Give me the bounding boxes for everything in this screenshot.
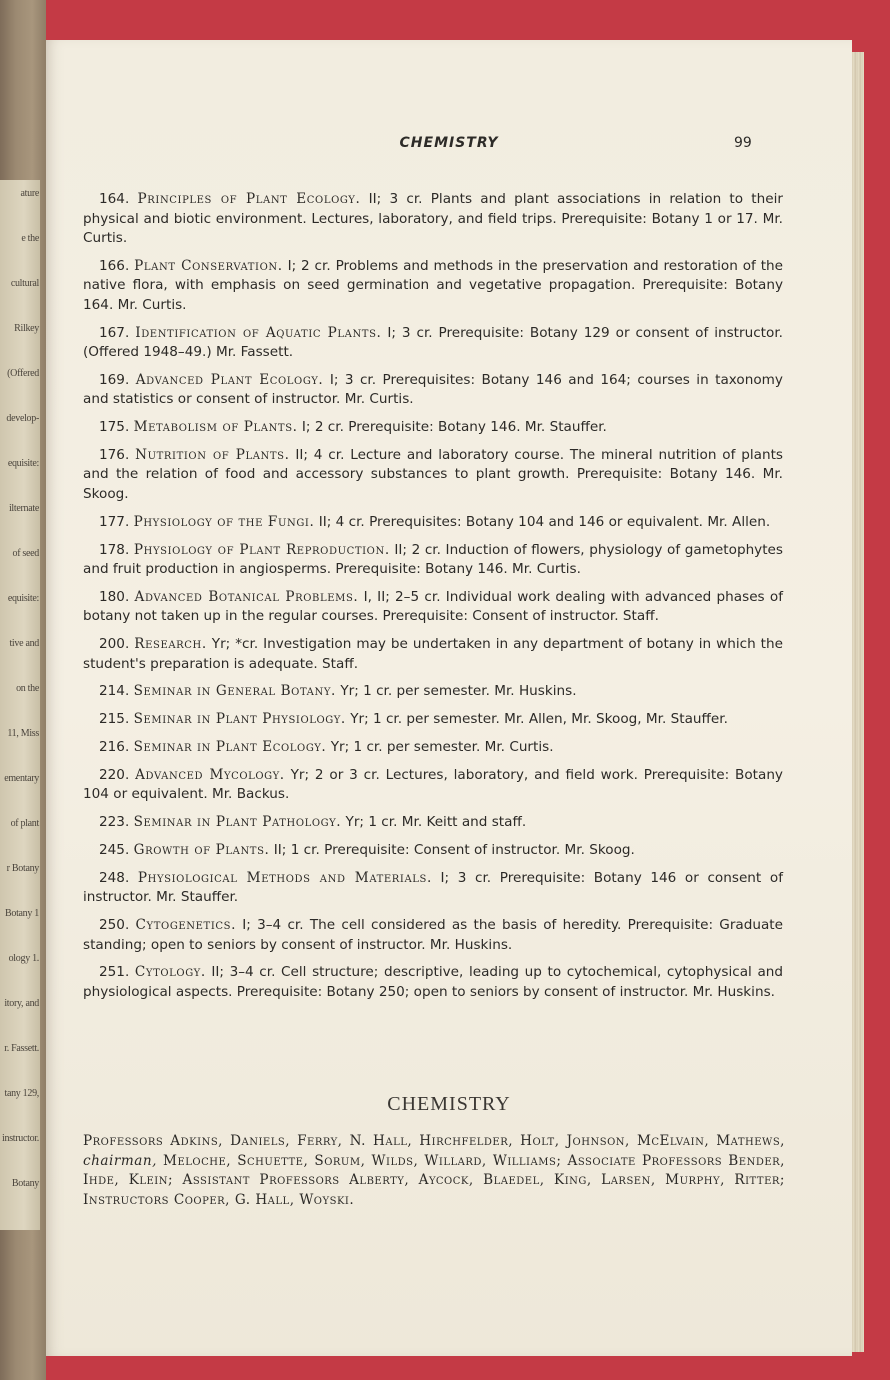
facing-page-fragment: ilternate [8, 503, 39, 514]
course-title: Cytology. [134, 964, 206, 981]
facing-page-strip [0, 180, 40, 1230]
facing-page-fragment: develop- [6, 413, 39, 424]
facing-page-fragment: e the [21, 233, 39, 244]
course-entry [83, 190, 783, 249]
course-entry [83, 446, 783, 505]
facing-page-fragment: equisite: [7, 593, 39, 604]
course-number: 216. [99, 739, 130, 756]
course-description: Yr; 2 or 3 cr. Lectures, laboratory, and field work. Prerequisite: Botany 104 or equivalent. Mr. Backus. [83, 766, 783, 803]
course-description: Yr; 1 cr. per semester. Mr. Curtis. [330, 739, 554, 756]
facing-page-fragment: itory, and [4, 998, 39, 1009]
course-title: Seminar in Plant Physiology. [133, 711, 346, 728]
course-description: Yr; 1 cr. per semester. Mr. Allen, Mr. Skoog, Mr. Stauffer. [350, 711, 728, 728]
course-entry [83, 766, 783, 805]
facing-page-fragment: on the [16, 683, 39, 694]
course-entry [83, 710, 783, 730]
course-entry [83, 371, 783, 410]
course-number: 178. [99, 541, 130, 558]
course-title: Growth of Plants. [133, 841, 270, 858]
course-description: II; 3 cr. Plants and plant associations in relation to their physical and biotic environment. Lectures, laboratory, and field trips. Prerequisite: Botany 1 or 17. Mr. Curtis. [83, 191, 783, 246]
section-heading: CHEMISTRY [387, 1093, 511, 1115]
course-description: II; 3–4 cr. Cell structure; descriptive, leading up to cytochemical, cytophysical and physiological aspects. Prerequisite: Botany 250; open to seniors by consent of instructor. Mr. Huskins. [83, 964, 784, 1000]
course-description: II; 2 cr. Induction of flowers, physiology of gametophytes and fruit production in angiosperms. Prerequisite: Botany 146. Mr. Curtis. [83, 541, 784, 578]
faculty-list-part1: Professors Adkins, Daniels, Ferry, N. Hall, Hirchfelder, Holt, Johnson, McElvain, Mathews, [83, 1133, 785, 1149]
facing-page-fragment: Rilkey [14, 323, 39, 334]
facing-page-fragment: (Offered [7, 368, 39, 379]
course-title: Physiological Methods and Materials. [137, 869, 432, 886]
course-number: 200. [99, 636, 130, 653]
course-number: 164. [99, 191, 130, 207]
course-title: Plant Conservation. [134, 257, 283, 274]
facing-page-fragment: tive and [9, 638, 39, 649]
book-page [46, 40, 852, 1356]
course-title: Advanced Plant Ecology. [135, 371, 324, 388]
course-title: Advanced Botanical Problems. [134, 588, 359, 605]
course-entries [83, 190, 783, 1011]
course-title: Cytogenetics. [135, 917, 236, 934]
course-entry [83, 541, 783, 580]
course-entry [83, 916, 783, 955]
course-entry [83, 682, 783, 702]
course-number: 175. [99, 419, 130, 436]
facing-page-fragment: Botany [11, 1178, 39, 1189]
facing-page-fragment: equisite: [7, 458, 39, 469]
course-description: II; 1 cr. Prerequisite: Consent of instructor. Mr. Skoog. [273, 841, 635, 858]
facing-page-fragment: cultural [10, 278, 39, 289]
course-title: Identification of Aquatic Plants. [135, 324, 382, 341]
course-title: Seminar in General Botany. [133, 683, 336, 700]
facing-page-fragment: of plant [10, 818, 39, 829]
facing-page-fragment: instructor. [2, 1133, 39, 1144]
course-entry [83, 257, 783, 316]
course-number: 251. [99, 964, 130, 981]
course-entry [83, 841, 783, 861]
running-title: CHEMISTRY [399, 135, 499, 151]
course-description: Yr; *cr. Investigation may be undertaken in any department of botany in which the student's preparation is adequate. Staff. [83, 636, 783, 672]
course-title: Seminar in Plant Pathology. [133, 814, 342, 831]
facing-page-fragment: of seed [12, 548, 39, 559]
course-number: 215. [99, 711, 130, 728]
course-number: 169. [99, 371, 130, 388]
course-description: II; 4 cr. Prerequisites: Botany 104 and 146 or equivalent. Mr. Allen. [318, 513, 771, 530]
course-entry [83, 418, 783, 438]
course-description: I; 3 cr. Prerequisite: Botany 129 or consent of instructor. (Offered 1948–49.) Mr. Fassett. [83, 324, 783, 361]
course-title: Metabolism of Plants. [133, 419, 298, 436]
facing-page-fragment: tany 129, [4, 1088, 39, 1099]
course-entry [83, 635, 783, 674]
course-title: Nutrition of Plants. [135, 446, 290, 463]
course-number: 214. [99, 683, 130, 700]
course-number: 177. [99, 513, 130, 530]
faculty-list [83, 1132, 785, 1210]
course-description: I, II; 2–5 cr. Individual work dealing with advanced phases of botany not taken up in the regular courses. Prerequisite: Consent of instructor. Staff. [83, 588, 783, 625]
facing-page-fragment: r. Fassett. [4, 1043, 39, 1054]
facing-page-fragment: ementary [4, 773, 39, 784]
faculty-list-part2: Meloche, Schuette, Sorum, Wilds, Willard, Williams; Associate Professors Bender, Ihde, Klein; Assistant Professors Alberty, Aycock, Blaedel, King, Larsen, Murphy, Ritter; Instructors Cooper, G. Hall, Woyski. [83, 1152, 785, 1208]
course-number: 223. [99, 814, 130, 831]
course-entry [83, 588, 783, 627]
course-description: I; 3 cr. Prerequisite: Botany 146 or consent of instructor. Mr. Stauffer. [83, 869, 783, 906]
facing-page-fragment: Botany 1 [5, 908, 39, 919]
course-entry [83, 813, 783, 833]
course-title: Seminar in Plant Ecology. [133, 739, 327, 756]
course-description: I; 2 cr. Prerequisite: Botany 146. Mr. Stauffer. [301, 419, 607, 436]
course-entry [83, 324, 783, 363]
course-number: 176. [99, 446, 130, 463]
course-description: II; 4 cr. Lecture and laboratory course. The mineral nutrition of plants and the relation of food and accessory substances to plant growth. Prerequisite: Botany 146. Mr. Skoog. [83, 446, 783, 502]
course-title: Physiology of Plant Reproduction. [133, 541, 390, 558]
page-number: 99 [734, 135, 752, 151]
course-description: I; 3–4 cr. The cell considered as the basis of heredity. Prerequisite: Graduate standing; open to seniors by consent of instructor. Mr. Huskins. [83, 917, 784, 953]
course-number: 245. [99, 841, 130, 858]
course-title: Physiology of the Fungi. [133, 513, 315, 530]
course-description: I; 2 cr. Problems and methods in the preservation and restoration of the native flora, with emphasis on seed germination and vegetative propagation. Prerequisite: Botany 164. Mr. Curtis. [83, 257, 784, 313]
facing-page-fragment: ature [20, 188, 39, 199]
faculty-chairman-label: chairman, [83, 1152, 157, 1169]
facing-page-fragment: ology 1. [8, 953, 39, 964]
course-description: Yr; 1 cr. Mr. Keitt and staff. [345, 814, 527, 831]
course-number: 166. [99, 257, 130, 274]
course-entry [83, 963, 783, 1002]
course-entry [83, 869, 783, 908]
facing-page-fragment: r Botany [6, 863, 39, 874]
course-description: Yr; 1 cr. per semester. Mr. Huskins. [340, 683, 577, 700]
course-title: Advanced Mycology. [135, 766, 285, 783]
course-number: 167. [99, 324, 130, 341]
course-entry [83, 513, 783, 533]
course-title: Principles of Plant Ecology. [137, 191, 361, 207]
course-entry [83, 738, 783, 758]
course-title: Research. [134, 636, 207, 653]
course-number: 250. [99, 917, 130, 934]
facing-page-fragment: 11, Miss [7, 728, 39, 739]
course-number: 248. [99, 869, 130, 886]
course-number: 180. [99, 588, 130, 605]
course-description: I; 3 cr. Prerequisites: Botany 146 and 164; courses in taxonomy and statistics or consent of instructor. Mr. Curtis. [83, 371, 783, 408]
course-number: 220. [99, 766, 130, 783]
